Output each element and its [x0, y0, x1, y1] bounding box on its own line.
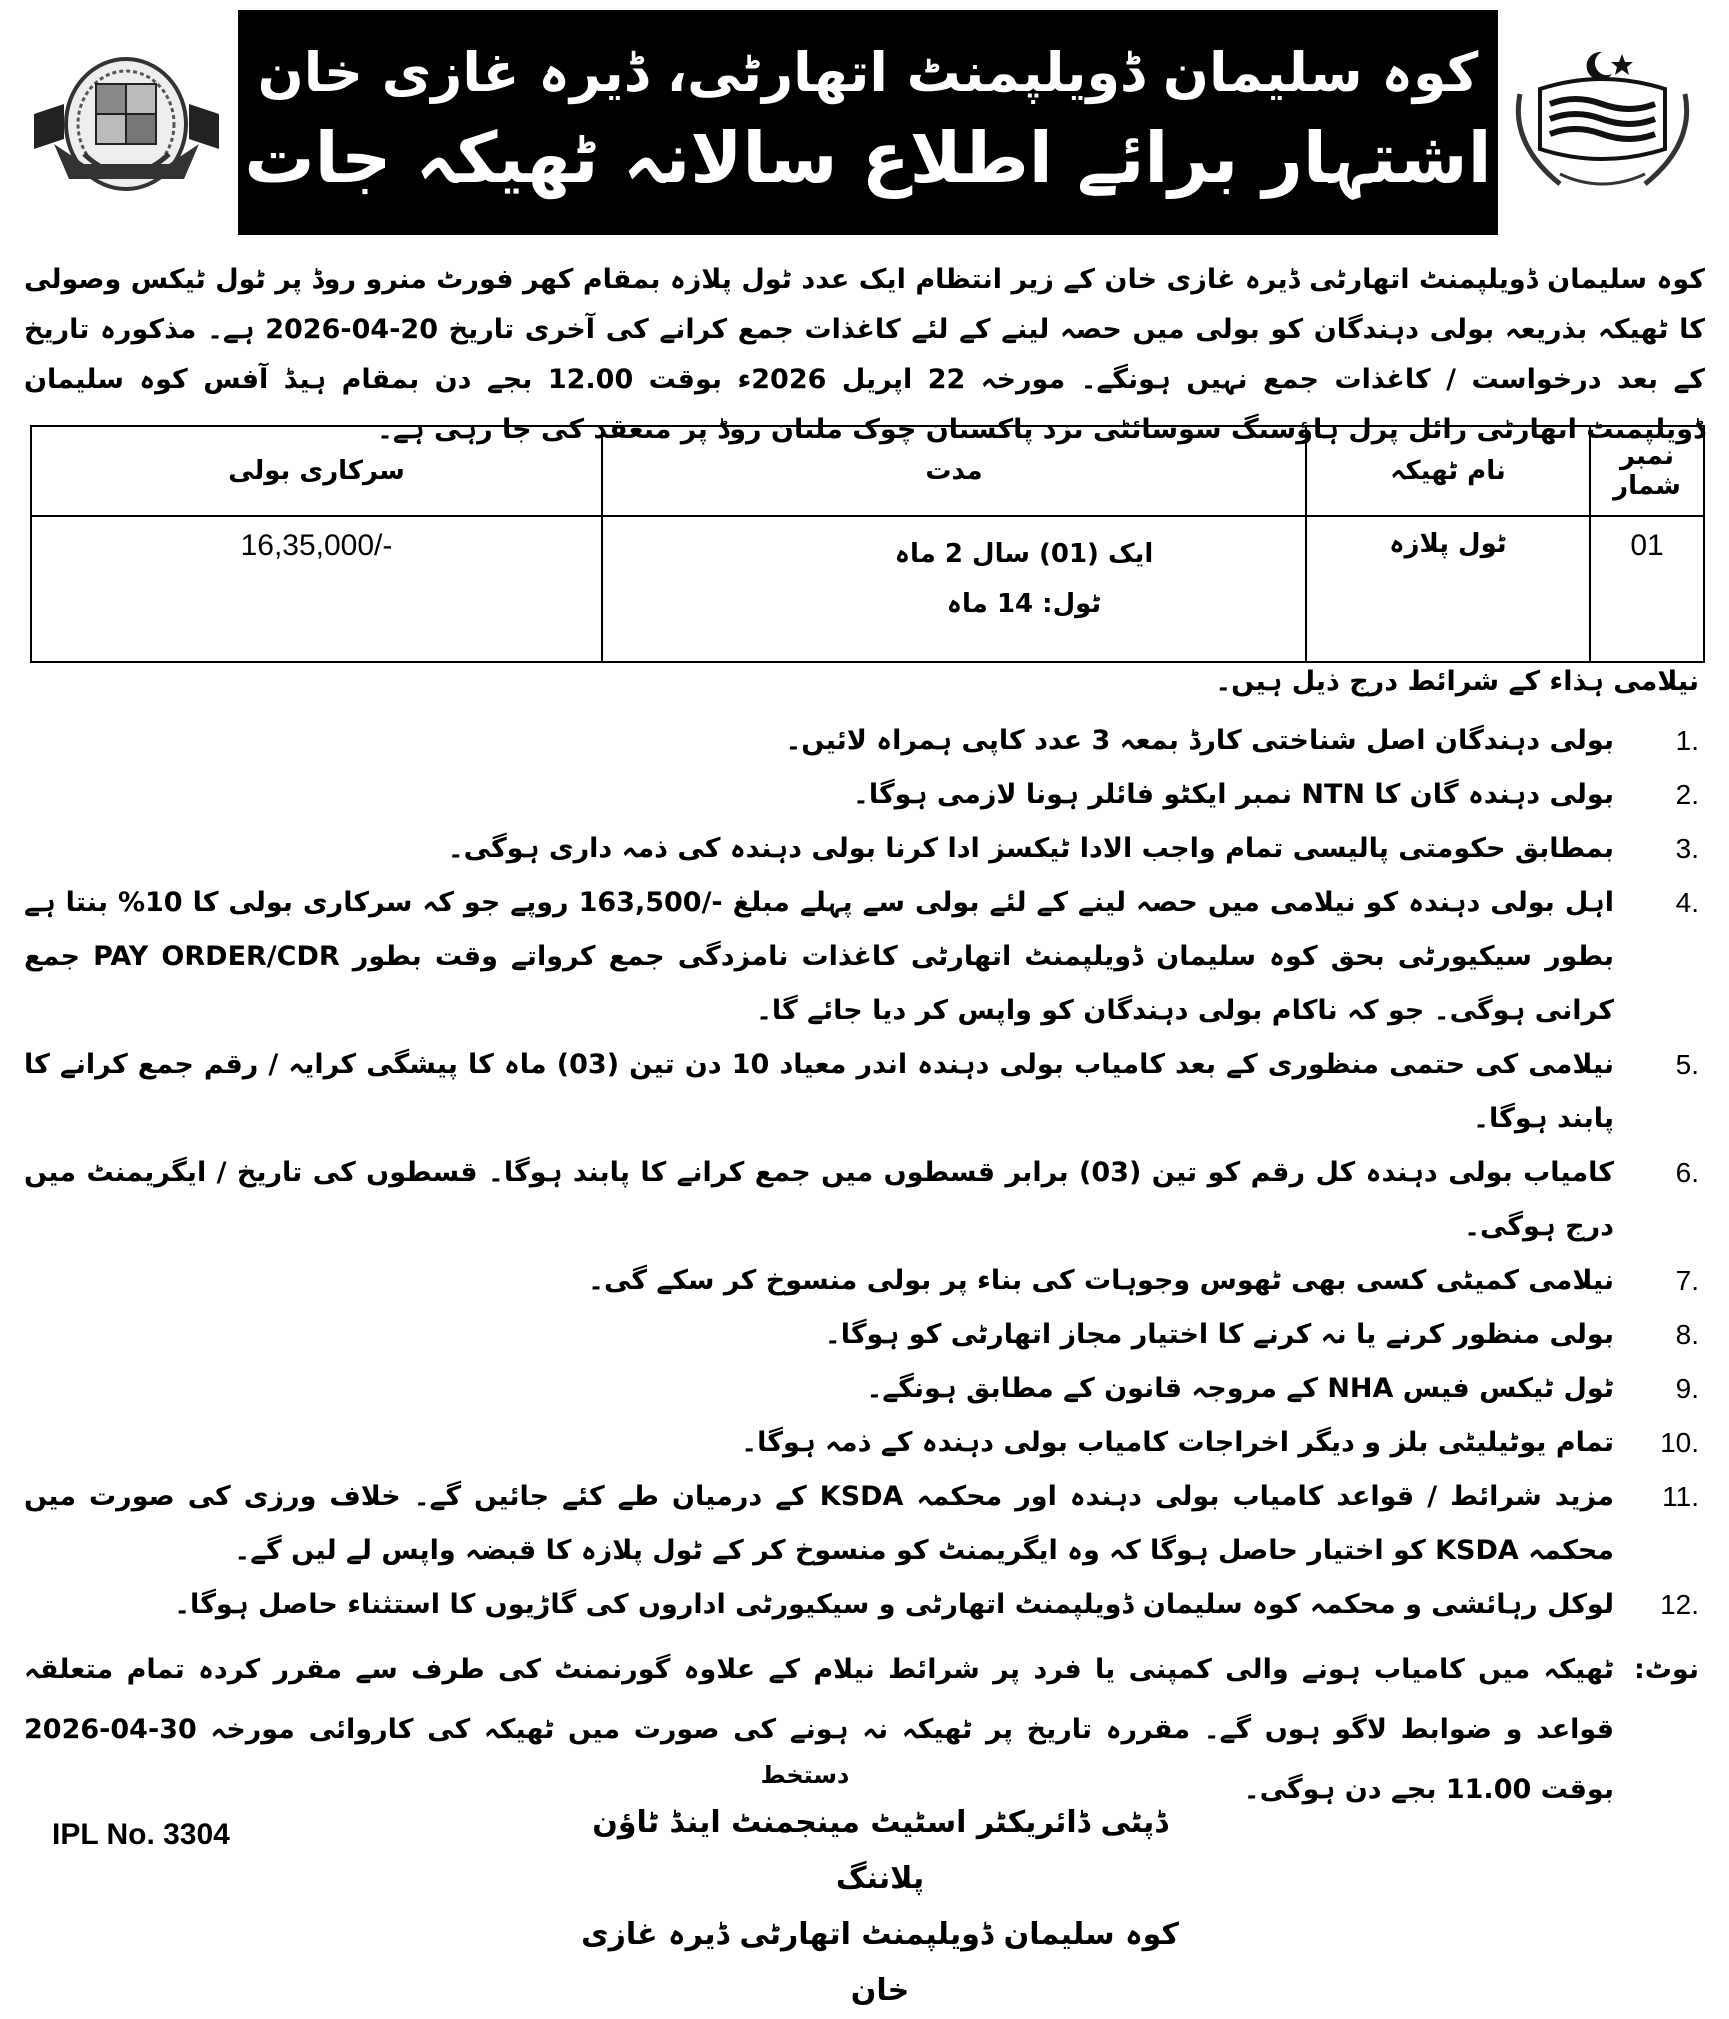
cell-government-bid [31, 516, 602, 662]
cell-duration [602, 516, 1306, 662]
term-number: 12. [1660, 1589, 1699, 1620]
header-subtitle: اشتہار برائے اطلاع سالانہ ٹھیکہ جات [244, 117, 1492, 199]
intro-text: کوہ سلیمان ڈویلپمنٹ اتھارٹی ڈیرہ غازی خان کے زیر انتظام ایک عدد ٹول پلازہ بمقام کھر فورٹ منرو روڈ پر ٹول ٹیکس وصولی کا ٹھیکہ بذریعہ بولی دہندگان کو بولی میں حصہ لینے کے لئے کاغذات جمع کرانے کی آخری تاریخ 20-04-2026 ہے۔ مذکورہ تاریخ کے بعد درخواست / کاغذات جمع نہیں ہونگے۔ مورخہ 22 اپریل 2026ء بوقت 12.00 بجے دن بمقام ہیڈ آفس کوہ سلیمان ڈویلپمنٹ اتھارٹی رائل پرل ہاؤسنگ سوسائٹی نزد پاکستان چوک ملتان روڈ پر منعقد کی جا رہی ہے۔ [24, 264, 1705, 445]
duration-line-1: ایک (01) سال 2 ماہ [894, 539, 1154, 569]
term-number: 5. [1675, 1049, 1699, 1080]
term-number: 3. [1675, 833, 1699, 864]
list-item [24, 1470, 1699, 1578]
list-item [24, 1254, 1699, 1308]
contract-table [30, 425, 1705, 663]
note-label: نوٹ: [1634, 1654, 1699, 1685]
table-header-row [31, 426, 1704, 516]
government-of-punjab-emblem-icon [1500, 44, 1705, 204]
header-banner [238, 10, 1498, 235]
term-text: بولی دہندہ گان کا NTN نمبر ایکٹو فائلر ہونا لازمی ہوگا۔ [853, 779, 1614, 810]
bid-amount: 16,35,000/- [240, 529, 393, 562]
terms-intro: نیلامی ہذاء کے شرائط درج ذیل ہیں۔ [1215, 666, 1699, 697]
term-number: 8. [1675, 1319, 1699, 1350]
signature-block [580, 1755, 1180, 2019]
note-text: ٹھیکہ میں کامیاب ہونے والی کمپنی یا فرد پر شرائط نیلام کے علاوہ گورنمنٹ کی طرف سے مقرر کردہ تمام متعلقہ قواعد و ضوابط لاگو ہوں گے۔ مقررہ تاریخ پر ٹھیکہ نہ ہونے کی صورت میں ٹھیکہ کی کاروائی مورخہ 30-04-2026 بوقت 11.00 بجے دن ہوگی۔ [24, 1654, 1614, 1805]
signature-label: دستخط [760, 1761, 850, 1789]
list-item [24, 714, 1699, 768]
signatory-organization: کوہ سلیمان ڈویلپمنٹ اتھارٹی ڈیرہ غازی خان [581, 1917, 1179, 2008]
list-item [24, 1308, 1699, 1362]
term-text: بمطابق حکومتی پالیسی تمام واجب الادا ٹیکسز ادا کرنا بولی دہندہ کی ذمہ داری ہوگی۔ [447, 833, 1614, 864]
terms-section [24, 662, 1699, 1820]
table-row [31, 516, 1704, 662]
list-item [24, 768, 1699, 822]
header-government-bid: سرکاری بولی [31, 426, 602, 516]
term-number: 1. [1675, 725, 1699, 756]
term-number: 11. [1662, 1481, 1699, 1512]
list-item [24, 822, 1699, 876]
term-number: 10. [1660, 1427, 1699, 1458]
term-number: 7. [1675, 1265, 1699, 1296]
term-text: نیلامی کمیٹی کسی بھی ٹھوس وجوہات کی بناء پر بولی منسوخ کر سکے گی۔ [588, 1265, 1614, 1296]
header-contract-name: نام ٹھیکہ [1306, 426, 1590, 516]
cell-contract-name: ٹول پلازہ [1306, 516, 1590, 662]
signatory-title: ڈپٹی ڈائریکٹر اسٹیٹ مینجمنٹ اینڈ ٹاؤن پلاننگ [592, 1805, 1168, 1896]
term-text: بولی دہندگان اصل شناختی کارڈ بمعہ 3 عدد کاپی ہمراہ لائیں۔ [785, 725, 1614, 756]
terms-list [24, 714, 1699, 1632]
term-number: 6. [1675, 1157, 1699, 1188]
list-item [24, 876, 1699, 1038]
term-text: مزید شرائط / قواعد کامیاب بولی دہندہ اور محکمہ KSDA کے درمیان طے کئے جائیں گے۔ خلاف ورزی کی صورت میں محکمہ KSDA کو اختیار حاصل ہوگا کہ وہ ایگریمنٹ کو منسوخ کر کے ٹول پلازہ کا قبضہ واپس لے لیں گے۔ [24, 1481, 1615, 1566]
list-item [24, 1362, 1699, 1416]
list-item [24, 1578, 1699, 1632]
term-text: تمام یوٹیلیٹی بلز و دیگر اخراجات کامیاب بولی دہندہ کے ذمہ ہوگا۔ [741, 1427, 1614, 1458]
term-text: ٹول ٹیکس فیس NHA کے مروجہ قانون کے مطابق ہونگے۔ [866, 1373, 1614, 1404]
term-text: اہل بولی دہندہ کو نیلامی میں حصہ لینے کے لئے بولی سے پہلے مبلغ -/163,500 روپے جو کہ سرکاری بولی کا 10% بنتا ہے بطور سیکیورٹی بحق کوہ سلیمان ڈویلپمنٹ اتھارٹی کاغذات نامزدگی جمع کرواتے وقت بطور PAY ORDER/CDR جمع کرانی ہوگی۔ جو کہ ناکام بولی دہندگان کو واپس کر دیا جائے گا۔ [24, 887, 1614, 1026]
term-number: 2. [1675, 779, 1699, 810]
list-item [24, 1038, 1699, 1146]
term-number: 4. [1675, 887, 1699, 918]
term-number: 9. [1675, 1373, 1699, 1404]
cell-serial: 01 [1590, 516, 1704, 662]
duration-line-2: ٹول: 14 ماہ [946, 589, 1102, 619]
list-item [24, 1416, 1699, 1470]
term-text: کامیاب بولی دہندہ کل رقم کو تین (03) برابر قسطوں میں جمع کرانے کا پابند ہوگا۔ قسطوں کی تاریخ / ایگریمنٹ میں درج ہوگی۔ [24, 1157, 1615, 1242]
header-duration: مدت [602, 426, 1306, 516]
list-item [24, 1146, 1699, 1254]
header-serial: نمبر شمار [1590, 426, 1704, 516]
term-text: لوکل رہائشی و محکمہ کوہ سلیمان ڈویلپمنٹ اتھارٹی و سیکیورٹی اداروں کی گاڑیوں کا استثناء حاصل ہوگا۔ [174, 1589, 1614, 1620]
header-title: کوہ سلیمان ڈویلپمنٹ اتھارٹی، ڈیرہ غازی خان [257, 41, 1479, 104]
term-text: نیلامی کی حتمی منظوری کے بعد کامیاب بولی دہندہ اندر معیاد 10 دن تین (03) ماہ کا پیشگی کرایہ / رقم جمع کرانے کا پابند ہوگا۔ [24, 1049, 1614, 1134]
ksda-emblem-icon [24, 44, 229, 204]
ipl-number: IPL No. 3304 [52, 1818, 230, 1851]
term-text: بولی منظور کرنے یا نہ کرنے کا اختیار مجاز اتھارٹی کو ہوگا۔ [824, 1319, 1614, 1350]
